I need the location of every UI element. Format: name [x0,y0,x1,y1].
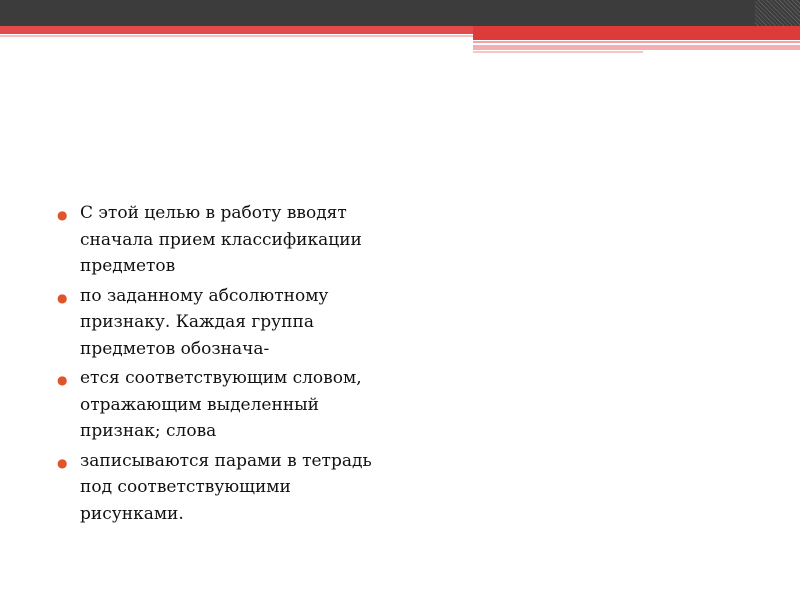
accent-line-right-3 [473,51,643,53]
bullet-text: записываются парами в тетрадь под соответствующими рисунками. [80,450,372,524]
bullet-dot-icon: ● [57,290,68,305]
bullet-item [55,448,395,528]
bullet-text: ется соответствующим словом, отражающим выделенный признак; слова [80,368,362,441]
accent-line-left [0,35,473,37]
bullet-dot-icon: ● [57,373,68,387]
bullet-text: по заданному абсолютному признаку. Каждая группа предметов обознача- [80,285,329,359]
bullet-item [55,200,395,280]
accent-line-right-1 [473,41,800,43]
slide-body [55,200,395,530]
accent-line-right-2 [473,45,800,50]
bullet-dot-icon: ● [57,455,68,470]
bullet-item [55,365,395,445]
accent-stripe-left [0,26,473,34]
header-pattern [755,0,800,26]
header-bar [0,0,800,26]
bullet-item [55,283,395,363]
bullet-text: С этой целью в работу вводят сначала прием классификации предметов [80,203,362,276]
bullet-dot-icon: ● [57,208,68,222]
accent-stripe-right [473,26,800,40]
